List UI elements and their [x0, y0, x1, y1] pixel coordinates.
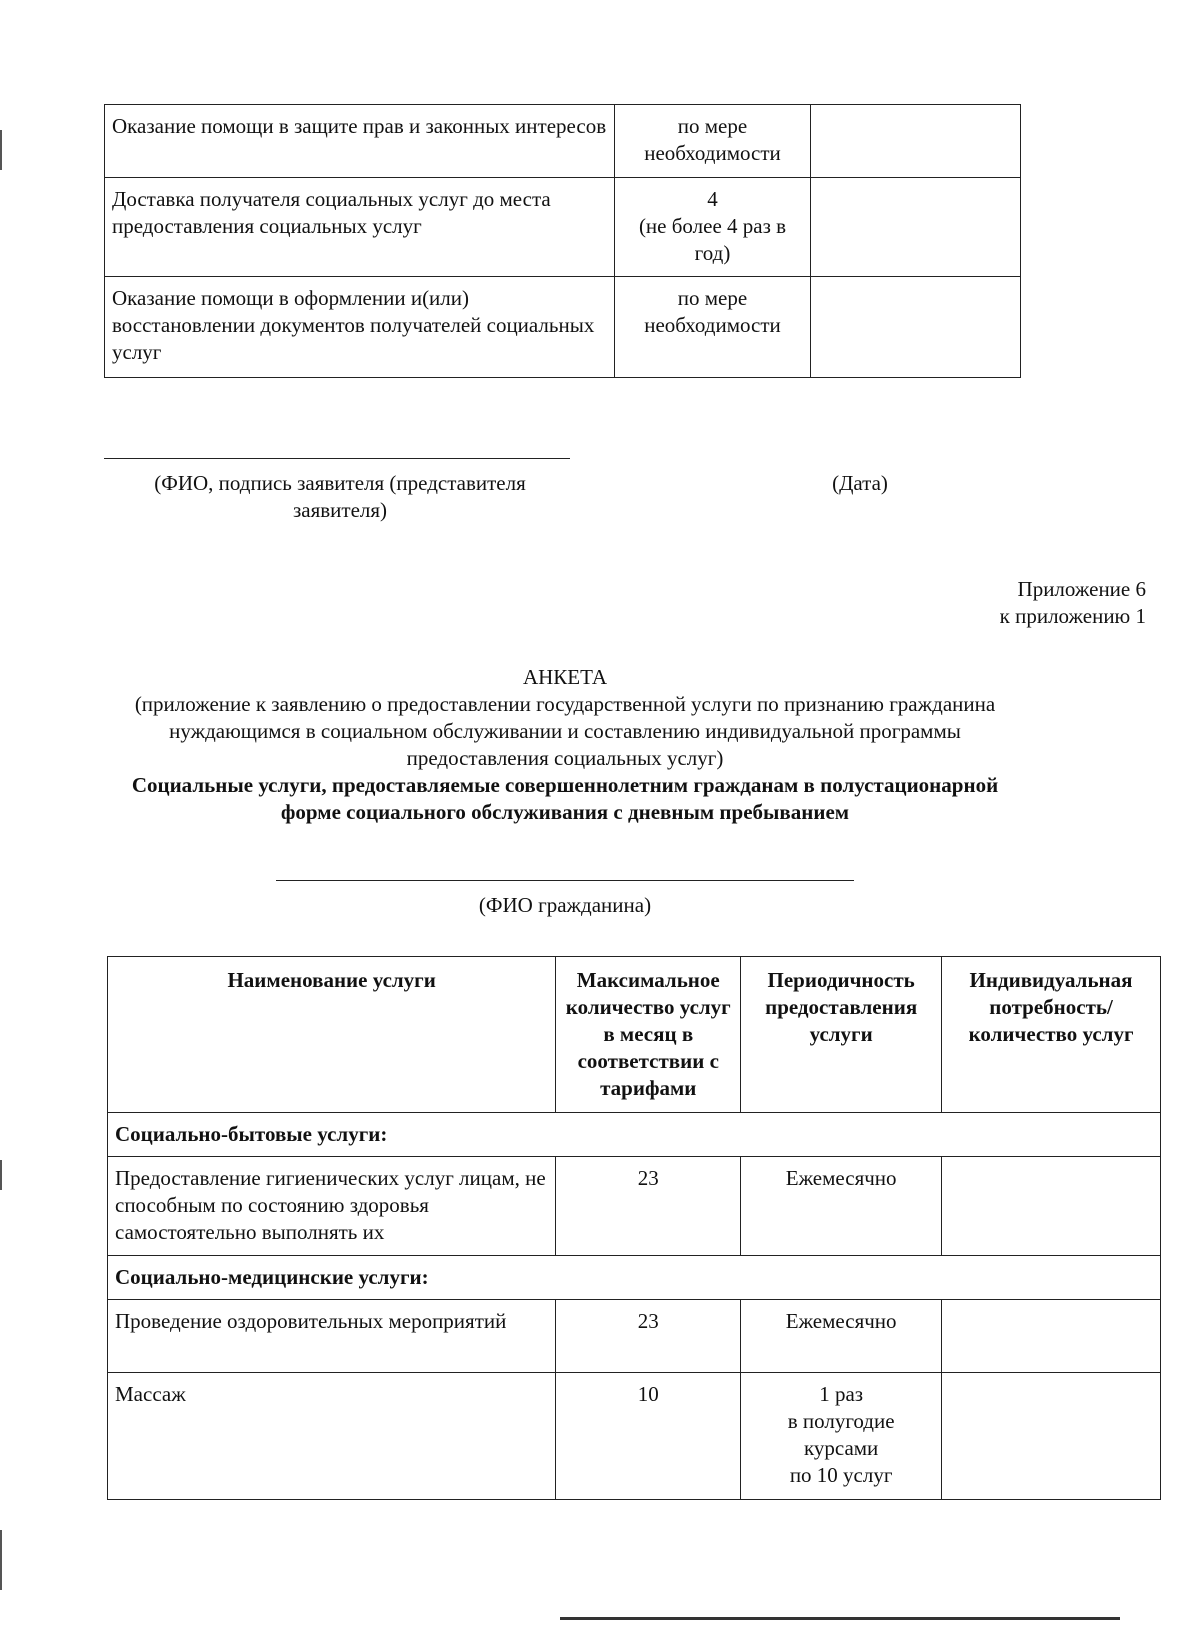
- appendix-parent: к приложению 1: [999, 604, 1146, 628]
- frequency: Ежемесячно: [741, 1300, 942, 1373]
- service-name: Оказание помощи в оформлении и(или) восстановлении документов получателей социальных услуг: [105, 277, 615, 378]
- services-table: [107, 956, 1161, 1500]
- max-quantity: 10: [556, 1373, 741, 1500]
- max-quantity: 23: [556, 1300, 741, 1373]
- section-title-medical: Социально-медицинские услуги:: [108, 1256, 1161, 1300]
- citizen-name-line[interactable]: [276, 880, 854, 881]
- header-frequency: Периодичность предоставления услуги: [741, 957, 942, 1113]
- table-row: [108, 1373, 1161, 1500]
- header-individual-need: Индивидуальная потребность/ количество услуг: [942, 957, 1161, 1113]
- appendix-number: Приложение 6: [1017, 577, 1146, 601]
- scan-edge-line: [560, 1617, 1120, 1620]
- date-caption: (Дата): [832, 471, 888, 495]
- service-name: Оказание помощи в защите прав и законных интересов: [105, 105, 615, 178]
- section-row: [108, 1113, 1161, 1157]
- header-service-name: Наименование услуги: [108, 957, 556, 1113]
- service-name: Доставка получателя социальных услуг до места предоставления социальных услуг: [105, 178, 615, 277]
- signature-line[interactable]: [104, 458, 570, 459]
- service-frequency: по мере необходимости: [615, 277, 811, 378]
- need-cell[interactable]: [811, 105, 1021, 178]
- section-row: [108, 1256, 1161, 1300]
- table-row: [108, 1157, 1161, 1256]
- applicant-signature-caption: (ФИО, подпись заявителя (представителя заявителя): [154, 471, 526, 522]
- need-cell[interactable]: [942, 1157, 1161, 1256]
- table-header-row: [108, 957, 1161, 1113]
- service-name: Массаж: [108, 1373, 556, 1500]
- service-frequency: 4 (не более 4 раз в год): [615, 178, 811, 277]
- table-row: [105, 178, 1021, 277]
- need-cell[interactable]: [811, 277, 1021, 378]
- service-name: Предоставление гигиенических услуг лицам, не способным по состоянию здоровья самостоятельно выполнять их: [108, 1157, 556, 1256]
- service-name: Проведение оздоровительных мероприятий: [108, 1300, 556, 1373]
- max-quantity: 23: [556, 1157, 741, 1256]
- appendix-reference: [1000, 576, 1146, 630]
- header-max-quantity: Максимальное количество услуг в месяц в соответствии с тарифами: [556, 957, 741, 1113]
- need-cell[interactable]: [942, 1373, 1161, 1500]
- frequency: Ежемесячно: [741, 1157, 942, 1256]
- scan-margin-mark: [0, 130, 2, 170]
- scan-margin-mark: [0, 1530, 2, 1590]
- need-cell[interactable]: [811, 178, 1021, 277]
- table-row: [108, 1300, 1161, 1373]
- service-frequency: по мере необходимости: [615, 105, 811, 178]
- questionnaire-title: АНКЕТА: [522, 665, 608, 689]
- questionnaire-heading: Социальные услуги, предоставляемые совершеннолетним гражданам в полустационарной форме социального обслуживания с дневным пребыванием: [131, 773, 999, 824]
- citizen-name-caption: (ФИО гражданина): [478, 893, 652, 917]
- questionnaire-subtitle: (приложение к заявлению о предоставлении государственной услуги по признанию гражданина нуждающимся в социальном обслуживании и составлению индивидуальной программы предоставления социальных услуг): [134, 692, 996, 770]
- section-title-domestic: Социально-бытовые услуги:: [108, 1113, 1161, 1157]
- frequency: 1 раз в полугодие курсами по 10 услуг: [741, 1373, 942, 1500]
- services-table-continued: [104, 104, 1021, 378]
- scan-margin-mark: [0, 1160, 2, 1190]
- table-row: [105, 277, 1021, 378]
- need-cell[interactable]: [942, 1300, 1161, 1373]
- table-row: [105, 105, 1021, 178]
